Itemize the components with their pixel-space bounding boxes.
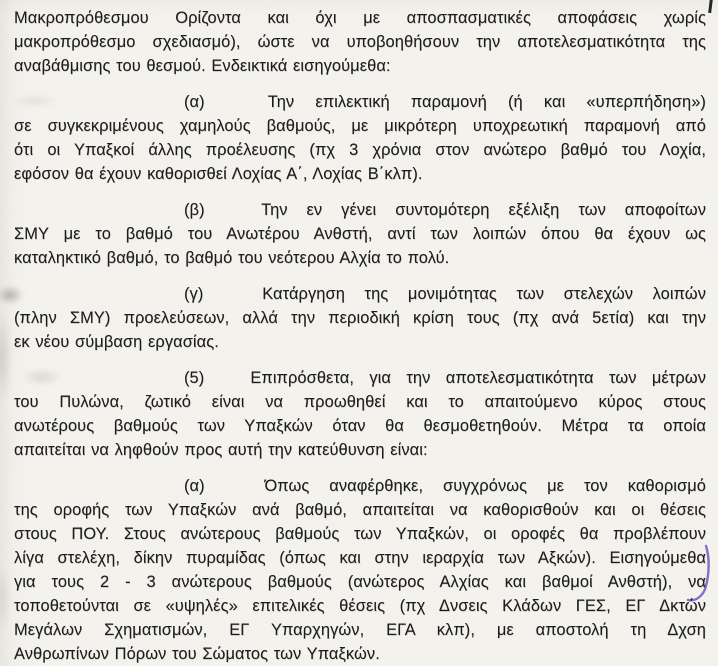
text-line: ανωτέρους βαθμούς των Υπαξκών όταν θα θεσμοθετηθούν. Μέτρα τα οποία [14,417,706,435]
text-line: (5) Επιπρόσθετα, για την αποτελεσματικότητα των μέτρων [184,369,706,387]
text-line: λίγα στελέχη, δίκην πυραμίδας (όπως και στην ιεραρχία των Αξκών). Εισηγούμεθα [14,549,706,567]
paragraph [14,6,706,78]
paragraph [14,198,706,270]
text-line: τοποθετούνται σε «υψηλές» επιτελικές θέσεις (πχ Δνσεις Κλάδων ΓΕΣ, ΕΓ Δκτών [14,597,706,615]
scan-smudge [0,300,14,415]
paragraph [14,282,706,354]
text-line: Μεγάλων Σχηματισμών, ΕΓ Υπαρχηγών, ΕΓΑ κλπ), με αποστολή τη Δχση [14,621,706,639]
text-line: ΣΜΥ με το βαθμό του Ανωτέρου Ανθστή, αντί των λοιπών όπου θα έχουν ως [14,225,706,243]
text-line: για τους 2 - 3 ανώτερους βαθμούς (ανώτερος Αλχίας και βαθμοί Ανθστή), να [14,573,706,591]
text-line: (β) Την εν γένει συντομότερη εξέλιξη των αποφοίτων [184,201,706,219]
scan-smudge [0,556,12,640]
text-line: εφόσον θα έχουν καθορισθεί Λοχίας Α΄, Λοχίας Β΄κλπ). [14,165,423,183]
paragraph [14,90,706,186]
text-line: σε συγκεκριμένους χαμηλούς βαθμούς, με μικρότερη υποχρεωτική παραμονή από [14,117,706,135]
text-line: (γ) Κατάργηση της μονιμότητας των στελεχών λοιπών [184,285,706,303]
document-text-body [14,6,706,666]
text-line: (α) Την επιλεκτική παραμονή (ή και «υπερπήδηση») [184,93,706,111]
text-line: εκ νέου σύμβαση εργασίας. [14,333,219,351]
text-line: Μακροπρόθεσμου Ορίζοντα και όχι με αποσπασματικές αποφάσεις χωρίς [14,9,706,27]
text-line: ότι οι Υπαξκοί άλλης προέλευσης (πχ 3 χρόνια στον ανώτερο βαθμό του Λοχία, [14,141,706,159]
text-line: της οροφής των Υπαξκών ανά βαθμό, απαιτείται να καθορισθούν και οι θέσεις [14,501,706,519]
text-line: στους ΠΟΥ. Στους ανώτερους βαθμούς των Υπαξκών, οι οροφές θα προβλέπουν [14,525,706,543]
text-line: του Πυλώνα, ζωτικό είναι να προωθηθεί και το απαιτούμενο κύρος στους [14,393,706,411]
text-line: Ανθρωπίνων Πόρων του Σώματος των Υπαξκών. [14,645,380,663]
text-line: απαιτείται να ληφθούν προς αυτή την κατεύθυνση είναι: [14,441,428,459]
paragraph [14,366,706,462]
scan-corner-artifact [708,0,713,13]
text-line: καταληκτικό βαθμό, το βαθμό του νεότερου Αλχία το πολύ. [14,249,450,267]
text-line: (πλην ΣΜΥ) προελεύσεων, αλλά την περιοδική κρίση τους (πχ ανά 5ετία) και την [14,309,706,327]
paragraph [14,474,706,666]
text-line: μακροπρόθεσμο σχεδιασμό), ώστε να υποβοηθήσουν την αποτελεσματικότητα της [14,33,706,51]
text-line: (α) Όπως αναφέρθηκε, συγχρόνως με τον καθορισμό [184,477,706,495]
text-line: αναβάθμισης του θεσμού. Ενδεικτικά εισηγούμεθα: [14,57,391,75]
